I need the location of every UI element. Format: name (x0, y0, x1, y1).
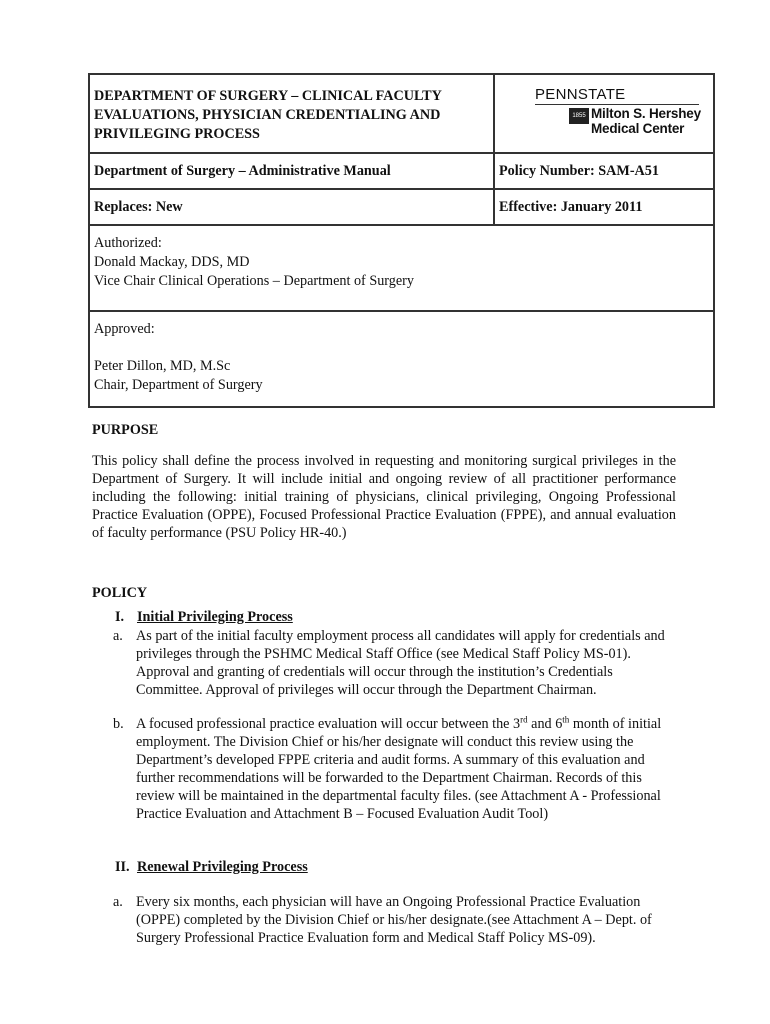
superscript: th (562, 714, 570, 725)
section-2-title: Renewal Privileging Process (137, 859, 308, 875)
section-1-numeral: I. (115, 609, 125, 625)
logo-line-2: Medical Center (591, 121, 685, 136)
manual-row (90, 154, 713, 190)
approved-block (90, 312, 713, 406)
section-2-heading (115, 858, 715, 876)
section-1-heading (115, 608, 715, 626)
seal-icon: 1855 (569, 108, 589, 124)
item-label: a. (113, 894, 123, 910)
item-text-part: month of initial employment. The Division Chief or his/her designate will conduct this review using the Department’s developed FPPE criteria and audit forms. A summary of this evaluation and further recommendations will be forwarded to the Department Chairman. Records of this review will be maintained in the departmental faculty files. (see Attachment A - Professional Practice Evaluation and Attachment B – Focused Evaluation Audit Tool) (136, 716, 662, 822)
item-text: As part of the initial faculty employment process all candidates will apply for credentials and privileges through the PSHMC Medical Staff Office (see Medical Staff Policy MS-01). Approval and granting of credentials will occur through the institution’s Credentials Committee. Approval of privileges will occur through the Department Chairman. (136, 628, 665, 698)
policy-heading: POLICY (92, 585, 148, 601)
document-title: DEPARTMENT OF SURGERY – CLINICAL FACULTY EVALUATIONS, PHYSICIAN CREDENTIALING AND PRIVILEGING PROCESS (94, 88, 442, 142)
list-item (113, 893, 673, 947)
authorized-title: Vice Chair Clinical Operations – Department of Surgery (94, 273, 414, 289)
logo-rule (535, 104, 699, 105)
pennstate-wordmark: PENNSTATE (535, 86, 626, 103)
authorized-label: Authorized: (94, 235, 162, 251)
list-item (113, 715, 673, 823)
hershey-logo (499, 75, 709, 152)
logo-cell (495, 75, 713, 152)
purpose-heading: PURPOSE (92, 422, 159, 438)
header-table (88, 73, 715, 408)
section-2-numeral: II. (115, 859, 130, 875)
effective-date: Effective: January 2011 (499, 198, 643, 215)
list-item (113, 627, 673, 699)
item-text-part: A focused professional practice evaluation will occur between the 3 (136, 716, 521, 732)
approved-name: Peter Dillon, MD, M.Sc (94, 358, 231, 374)
item-label: a. (113, 628, 123, 644)
superscript: rd (520, 714, 528, 725)
title-cell (90, 75, 495, 152)
manual-name: Department of Surgery – Administrative Manual (90, 154, 495, 188)
approved-label: Approved: (94, 321, 155, 337)
replaces: Replaces: New (90, 190, 495, 224)
item-text (136, 715, 673, 823)
purpose-text: This policy shall define the process involved in requesting and monitoring surgical privileges in the Department of Surgery. It will include initial and ongoing review of all practitioner performance including the following: initial training of physicians, clinical privileging, Ongoing Professional Practice Evaluation (OPPE), Focused Professional Practice Evaluation (FPPE), and annual evaluation of faculty performance (PSU Policy HR-40.) (92, 453, 676, 541)
policy-number: Policy Number: SAM-A51 (499, 162, 659, 179)
authorized-block (90, 226, 713, 312)
section-1-title: Initial Privileging Process (137, 609, 293, 625)
item-label: b. (113, 716, 124, 732)
item-text: Every six months, each physician will have an Ongoing Professional Practice Evaluation (OPPE) completed by the Division Chief or his/her designate.(see Attachment A – Dept. of Surgery Professional Practice Evaluation form and Medical Staff Policy MS-09). (136, 894, 652, 946)
authorized-name: Donald Mackay, DDS, MD (94, 254, 250, 270)
item-text-part: and 6 (527, 716, 563, 732)
replaces-row (90, 190, 713, 226)
logo-line-1: Milton S. Hershey (591, 106, 701, 121)
approved-title: Chair, Department of Surgery (94, 377, 263, 393)
title-row (90, 75, 713, 154)
